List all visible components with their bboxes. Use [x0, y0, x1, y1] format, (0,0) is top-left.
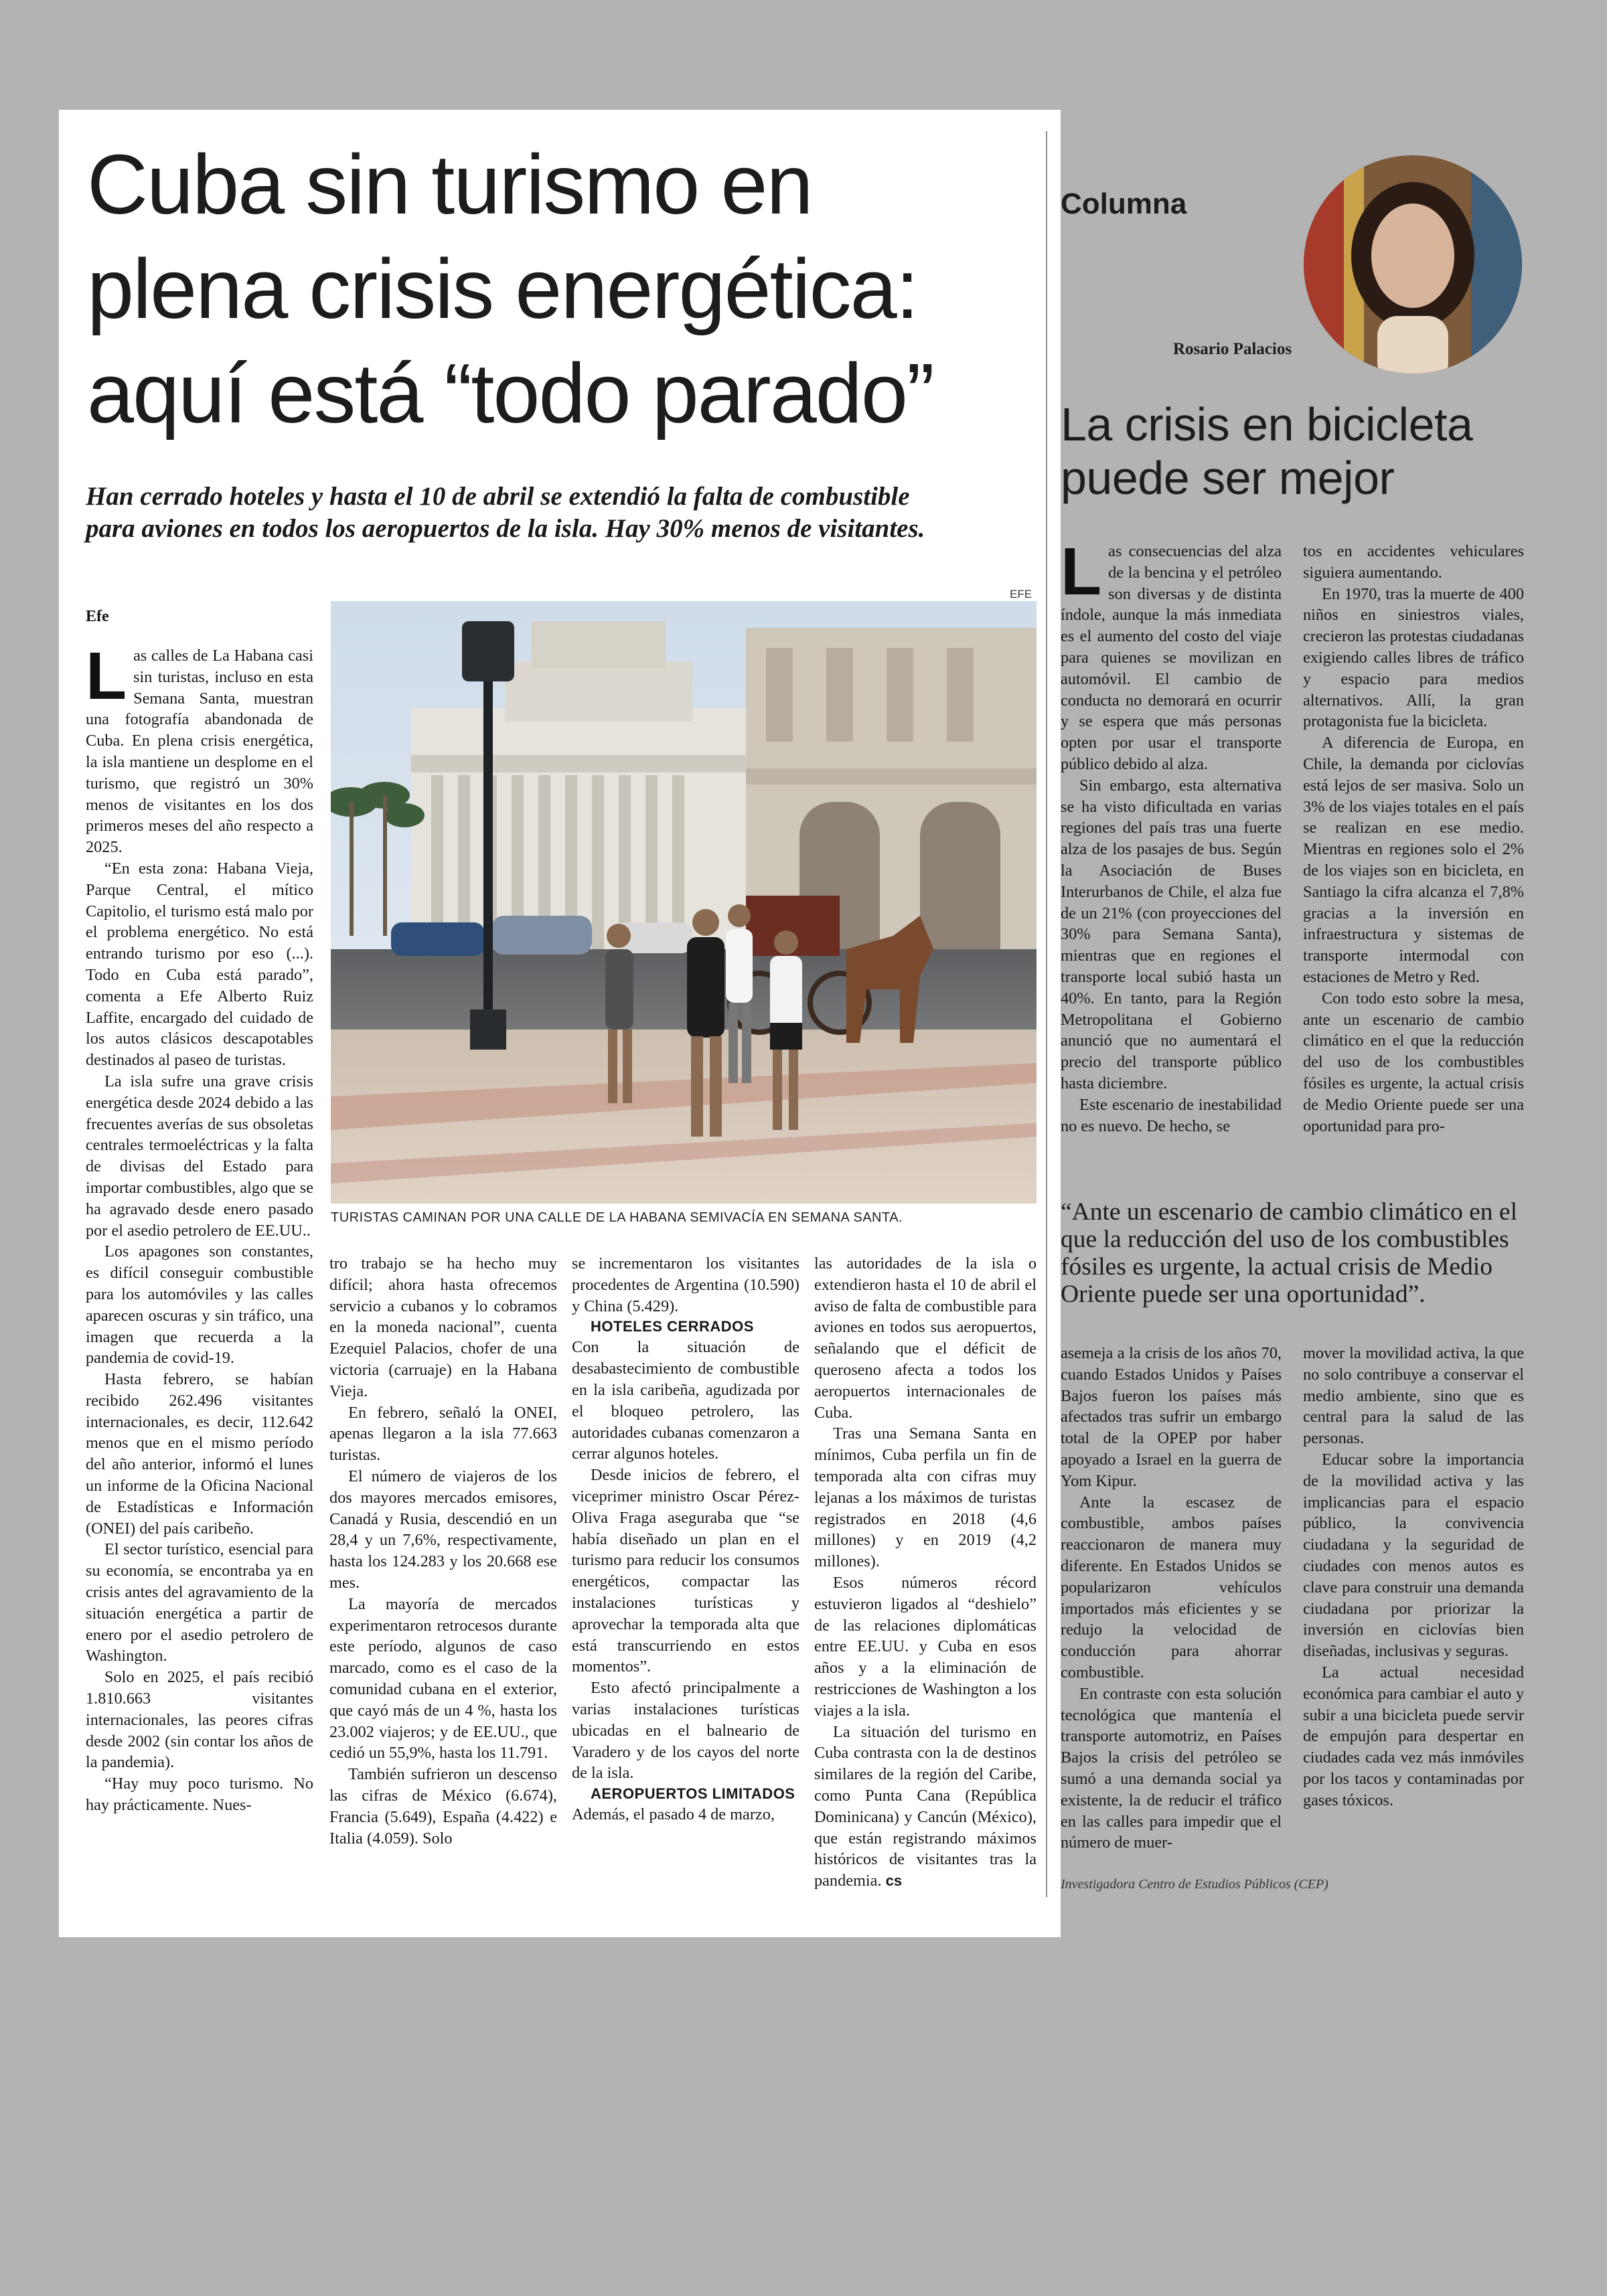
column-text-2	[1303, 541, 1524, 1137]
paragraph: La isla sufre una grave crisis energética desde 2024 debido a las frecuentes averías de sus obsoletas centrales termoeléctricas y la falta de divisas del Estado para importar combustibles, algo que se ha agravado desde enero pasado por el asedio petrolero de EE.UU..	[86, 1072, 313, 1240]
paragraph: Con la situación de desabastecimiento de combustible en la isla caribeña, agudizada por el bloqueo petrolero, las autoridades cubanas comenzaron a cerrar algunos hoteles.	[572, 1338, 799, 1463]
havana-street-image	[331, 601, 1037, 1204]
street-photo	[331, 601, 1037, 1204]
pull-quote	[1061, 1198, 1529, 1308]
paragraph: Esos números récord estuvieron ligados al “deshielo” de las relaciones diplomáticas entre EE.UU. y Cuba en esos años y a la eliminación de restricciones de Washington a los viajes a la isla.	[814, 1573, 1037, 1720]
paragraph: Las consecuencias del alza de la bencina y el petróleo son diversas y de distinta índole, aunque la más inmediata es el aumento del costo del viaje para quienes se movilizan en automóvil. El cambio de conducta no demorará en ocurrir y se espera que más personas opten por usar el transporte público debido al alza.	[1061, 534, 1282, 773]
subhead-line-1: Han cerrado hoteles y hasta el 10 de abril se extendió la falta de combustible	[86, 482, 910, 511]
paragraph: También sufrieron un descenso las cifras de México (6.674), Francia (5.649), España (4.422) e Italia (4.059). Solo	[329, 1765, 557, 1848]
column-text-1	[1061, 534, 1282, 1137]
subhead-line-2: para aviones en todos los aeropuertos de la isla. Hay 30% menos de visitantes.	[86, 514, 925, 543]
pull-quote-line-2: que la reducción del uso de los combustibles	[1061, 1226, 1509, 1253]
pull-quote-line-1: “Ante un escenario de cambio climático en el	[1061, 1198, 1517, 1226]
pull-quote-line-3: fósiles es urgente, la actual crisis de Medio	[1061, 1253, 1493, 1281]
drop-cap: L	[86, 639, 127, 714]
paragraph: La situación del turismo en Cuba contrasta con la de destinos similares de la región del Caribe, como Punta Cana (República Dominicana) y Cancún (México), que están registrando máximos históricos de visitantes tras la pandemia. cs	[814, 1722, 1037, 1890]
pull-quote-line-4: Oriente puede ser una oportunidad”.	[1061, 1281, 1426, 1308]
paragraph: El sector turístico, esencial para su economía, se encontraba ya en crisis antes del agravamiento de la situación energética a partir de enero por el asedio petrolero de Washington.	[86, 1540, 313, 1665]
headline-line-2: plena crisis energética:	[87, 242, 918, 336]
column-title-line-2: puede ser mejor	[1061, 452, 1395, 504]
paragraph: La actual necesidad económica para cambiar el auto y subir a una bicicleta puede servir de empujón para despertar en ciudades cada vez más inmóviles por los tacos y contaminadas por gases tóxicos.	[1303, 1663, 1524, 1809]
column-divider	[1046, 131, 1047, 1897]
column-text-3	[1061, 1343, 1282, 1854]
paragraph: El número de viajeros de los dos mayores mercados emisores, Canadá y Rusia, descendió en un 28,4 y un 7,6%, respectivamente, hasta los 124.283 y los 20.668 ese mes.	[329, 1467, 557, 1592]
paragraph: mover la movilidad activa, la que no solo contribuye a conservar el medio ambiente, sino que es central para la salud de las personas.	[1303, 1344, 1524, 1448]
headline-line-1: Cuba sin turismo en	[87, 137, 812, 232]
paragraph: Hasta febrero, se habían recibido 262.496 visitantes internacionales, es decir, 112.642 menos que en el mismo período del año anterior, informó el lunes un informe de la Oficina Nacional de Estadísticas e Información (ONEI) del país caribeño.	[86, 1370, 313, 1538]
article-subhead	[86, 481, 1050, 545]
paragraph: En febrero, señaló la ONEI, apenas llegaron a la isla 77.663 turistas.	[329, 1403, 557, 1465]
drop-cap: L	[1061, 534, 1102, 609]
article-page	[59, 110, 1061, 1937]
paragraph: Tras una Semana Santa en mínimos, Cuba perfila un fin de temporada alta con cifras muy lejanas a los máximos de turistas registrados en 2018 (4,6 millones) y en 2019 (4,2 millones).	[814, 1424, 1037, 1571]
article-byline: Efe	[86, 608, 109, 625]
paragraph: tos en accidentes vehiculares siguiera aumentando.	[1303, 542, 1524, 582]
section-heading-hoteles: HOTELES CERRADOS	[591, 1318, 754, 1335]
paragraph: “En esta zona: Habana Vieja, Parque Central, el mítico Capitolio, el turismo está malo por el problema energético. No está entrando turismo por eso (...). Todo en Cuba está parado”, comenta a Efe Alberto Ruiz Laffite, encargado del cuidado de los autos clásicos descapotables destinados al paseo de turistas.	[86, 859, 313, 1070]
paragraph: Educar sobre la importancia de la movilidad activa y las implicancias para el espacio público, la convivencia ciudadana y la seguridad de ciudades con menos autos es clave para construir una demanda ciudadana por priorizar la inversión en ciclovías bien diseñadas, inclusivas y seguras.	[1303, 1450, 1524, 1661]
author-name: Rosario Palacios	[1173, 340, 1292, 358]
column-text-4	[1303, 1343, 1524, 1811]
author-photo	[1304, 155, 1522, 374]
section-heading-aeropuertos: AEROPUERTOS LIMITADOS	[591, 1785, 795, 1803]
paragraph: Además, el pasado 4 de marzo,	[572, 1805, 775, 1824]
paragraph: las autoridades de la isla o extendieron hasta el 10 de abril el aviso de falta de combustible para aviones en todos sus aeropuertos, señalando que el déficit de queroseno afecta a todos los aeropuertos internacionales de Cuba.	[814, 1254, 1037, 1422]
paragraph: En 1970, tras la muerte de 400 niños en siniestros viales, crecieron las protestas ciudadanas exigiendo calles libres de tráfico y espacio para medios alternativos. Allí, la gran protagonista fue la bicicleta.	[1303, 584, 1524, 731]
photo-caption: TURISTAS CAMINAN POR UNA CALLE DE LA HABANA SEMIVACÍA EN SEMANA SANTA.	[331, 1210, 903, 1225]
article-column-2	[329, 1253, 557, 1849]
author-affiliation: Investigadora Centro de Estudios Públicos (CEP)	[1061, 1877, 1328, 1892]
paragraph: Desde inicios de febrero, el viceprimer ministro Oscar Pérez-Oliva Fraga aseguraba que “se había diseñado un plan en el turismo para reducir los consumos energéticos, compactar las instalaciones turísticas y aprovechar la temporada alta que está transcurriendo en estos momentos”.	[572, 1466, 799, 1676]
paragraph: En contraste con esta solución tecnológica que mantenía el transporte automotriz, en Países Bajos la crisis del petróleo se sumó a una demanda social ya existente, la de reducir el tráfico en las calles para impedir que el número de muer-	[1061, 1684, 1282, 1852]
paragraph: Solo en 2025, el país recibió 1.810.663 visitantes internacionales, las peores cifras desde 2002 (sin contar los años de la pandemia).	[86, 1668, 313, 1772]
article-column-4	[814, 1253, 1037, 1892]
paragraph: Con todo esto sobre la mesa, ante un escenario de cambio climático en el que la reducción del uso de los combustibles fósiles es urgente, la actual crisis de Medio Oriente puede ser una oportunidad para pro-	[1303, 989, 1524, 1135]
paragraph: A diferencia de Europa, en Chile, la demanda por ciclovías está lejos de ser masiva. Solo un 3% de los viajes totales en el país se realizan en ese medio. Mientras en regiones solo el 2% de los viajes son en bicicleta, en Santiago la cifra alcanza el 7,8% gracias a la inversión en infraestructura y sistemas de transporte intermodal con estaciones de Metro y Red.	[1303, 734, 1524, 986]
paragraph: asemeja a la crisis de los años 70, cuando Estados Unidos y Países Bajos fueron los países más afectados tras sufrir un embargo total de la OPEP por haber apoyado a Israel en la guerra de Yom Kipur.	[1061, 1344, 1282, 1490]
photo-credit: EFE	[1010, 588, 1032, 600]
paragraph: La mayoría de mercados experimentaron retrocesos durante este período, algunos de caso marcado, como es el caso de la comunidad cubana en el exterior, que cayó más de un 4 %, hasta los 23.002 viajeros; y de EE.UU., que cedió un 55,9%, hasta los 11.791.	[329, 1594, 557, 1762]
paragraph: Las calles de La Habana casi sin turistas, incluso en esta Semana Santa, muestran una fotografía abandonada de Cuba. En plena crisis energética, la isla mantiene un desplome en el turismo, que registró un 30% menos de visitantes en los dos primeros meses del año respecto a 2025.	[86, 639, 313, 857]
paragraph: se incrementaron los visitantes procedentes de Argentina (10.590) y China (5.429).	[572, 1254, 799, 1315]
article-column-1	[86, 639, 313, 1816]
column-title-line-1: La crisis en bicicleta	[1061, 398, 1473, 450]
end-mark: cs	[885, 1872, 903, 1890]
headline-line-3: aquí está “todo parado”	[87, 346, 933, 440]
article-headline	[87, 133, 1051, 446]
paragraph: “Hay muy poco turismo. No hay prácticamente. Nues-	[86, 1775, 313, 1815]
paragraph: Esto afectó principalmente a varias instalaciones turísticas ubicadas en el balneario de Varadero y de los cayos del norte de la isla.	[572, 1679, 799, 1783]
paragraph: Este escenario de inestabilidad no es nuevo. De hecho, se	[1061, 1095, 1282, 1135]
paragraph: Sin embargo, esta alternativa se ha visto dificultada en varias regiones del país tras una fuerte alza de los pasajes de bus. Según la Asociación de Buses Interurbanos de Chile, el alza fue de un 21% (con proyecciones del 30% para Semana Santa), mientras que en regiones el transporte local subió hasta un 40%. En tanto, para la Región Metropolitana el Gobierno anunció que no aumentará el precio del transporte público hasta diciembre.	[1061, 776, 1282, 1092]
article-column-3	[572, 1253, 799, 1825]
section-label: Columna	[1061, 187, 1187, 220]
paragraph: tro trabajo se ha hecho muy difícil; ahora hasta ofrecemos servicio a cubanos y lo cobramos en la moneda nacional”, cuenta Ezequiel Palacios, chofer de una victoria (carruaje) en la Habana Vieja.	[329, 1254, 557, 1400]
paragraph: Ante la escasez de combustible, ambos países reaccionaron de manera muy diferente. En Estados Unidos se popularizaron vehículos importados más eficientes y se redujo la velocidad de conducción para ahorrar combustible.	[1061, 1493, 1282, 1682]
author-portrait-icon	[1304, 155, 1522, 374]
column-title	[1061, 398, 1529, 505]
paragraph: Los apagones son constantes, es difícil conseguir combustible para los automóviles y las calles aparecen oscuras y sin tráfico, una imagen que recuerda a la pandemia de covid-19.	[86, 1242, 313, 1368]
